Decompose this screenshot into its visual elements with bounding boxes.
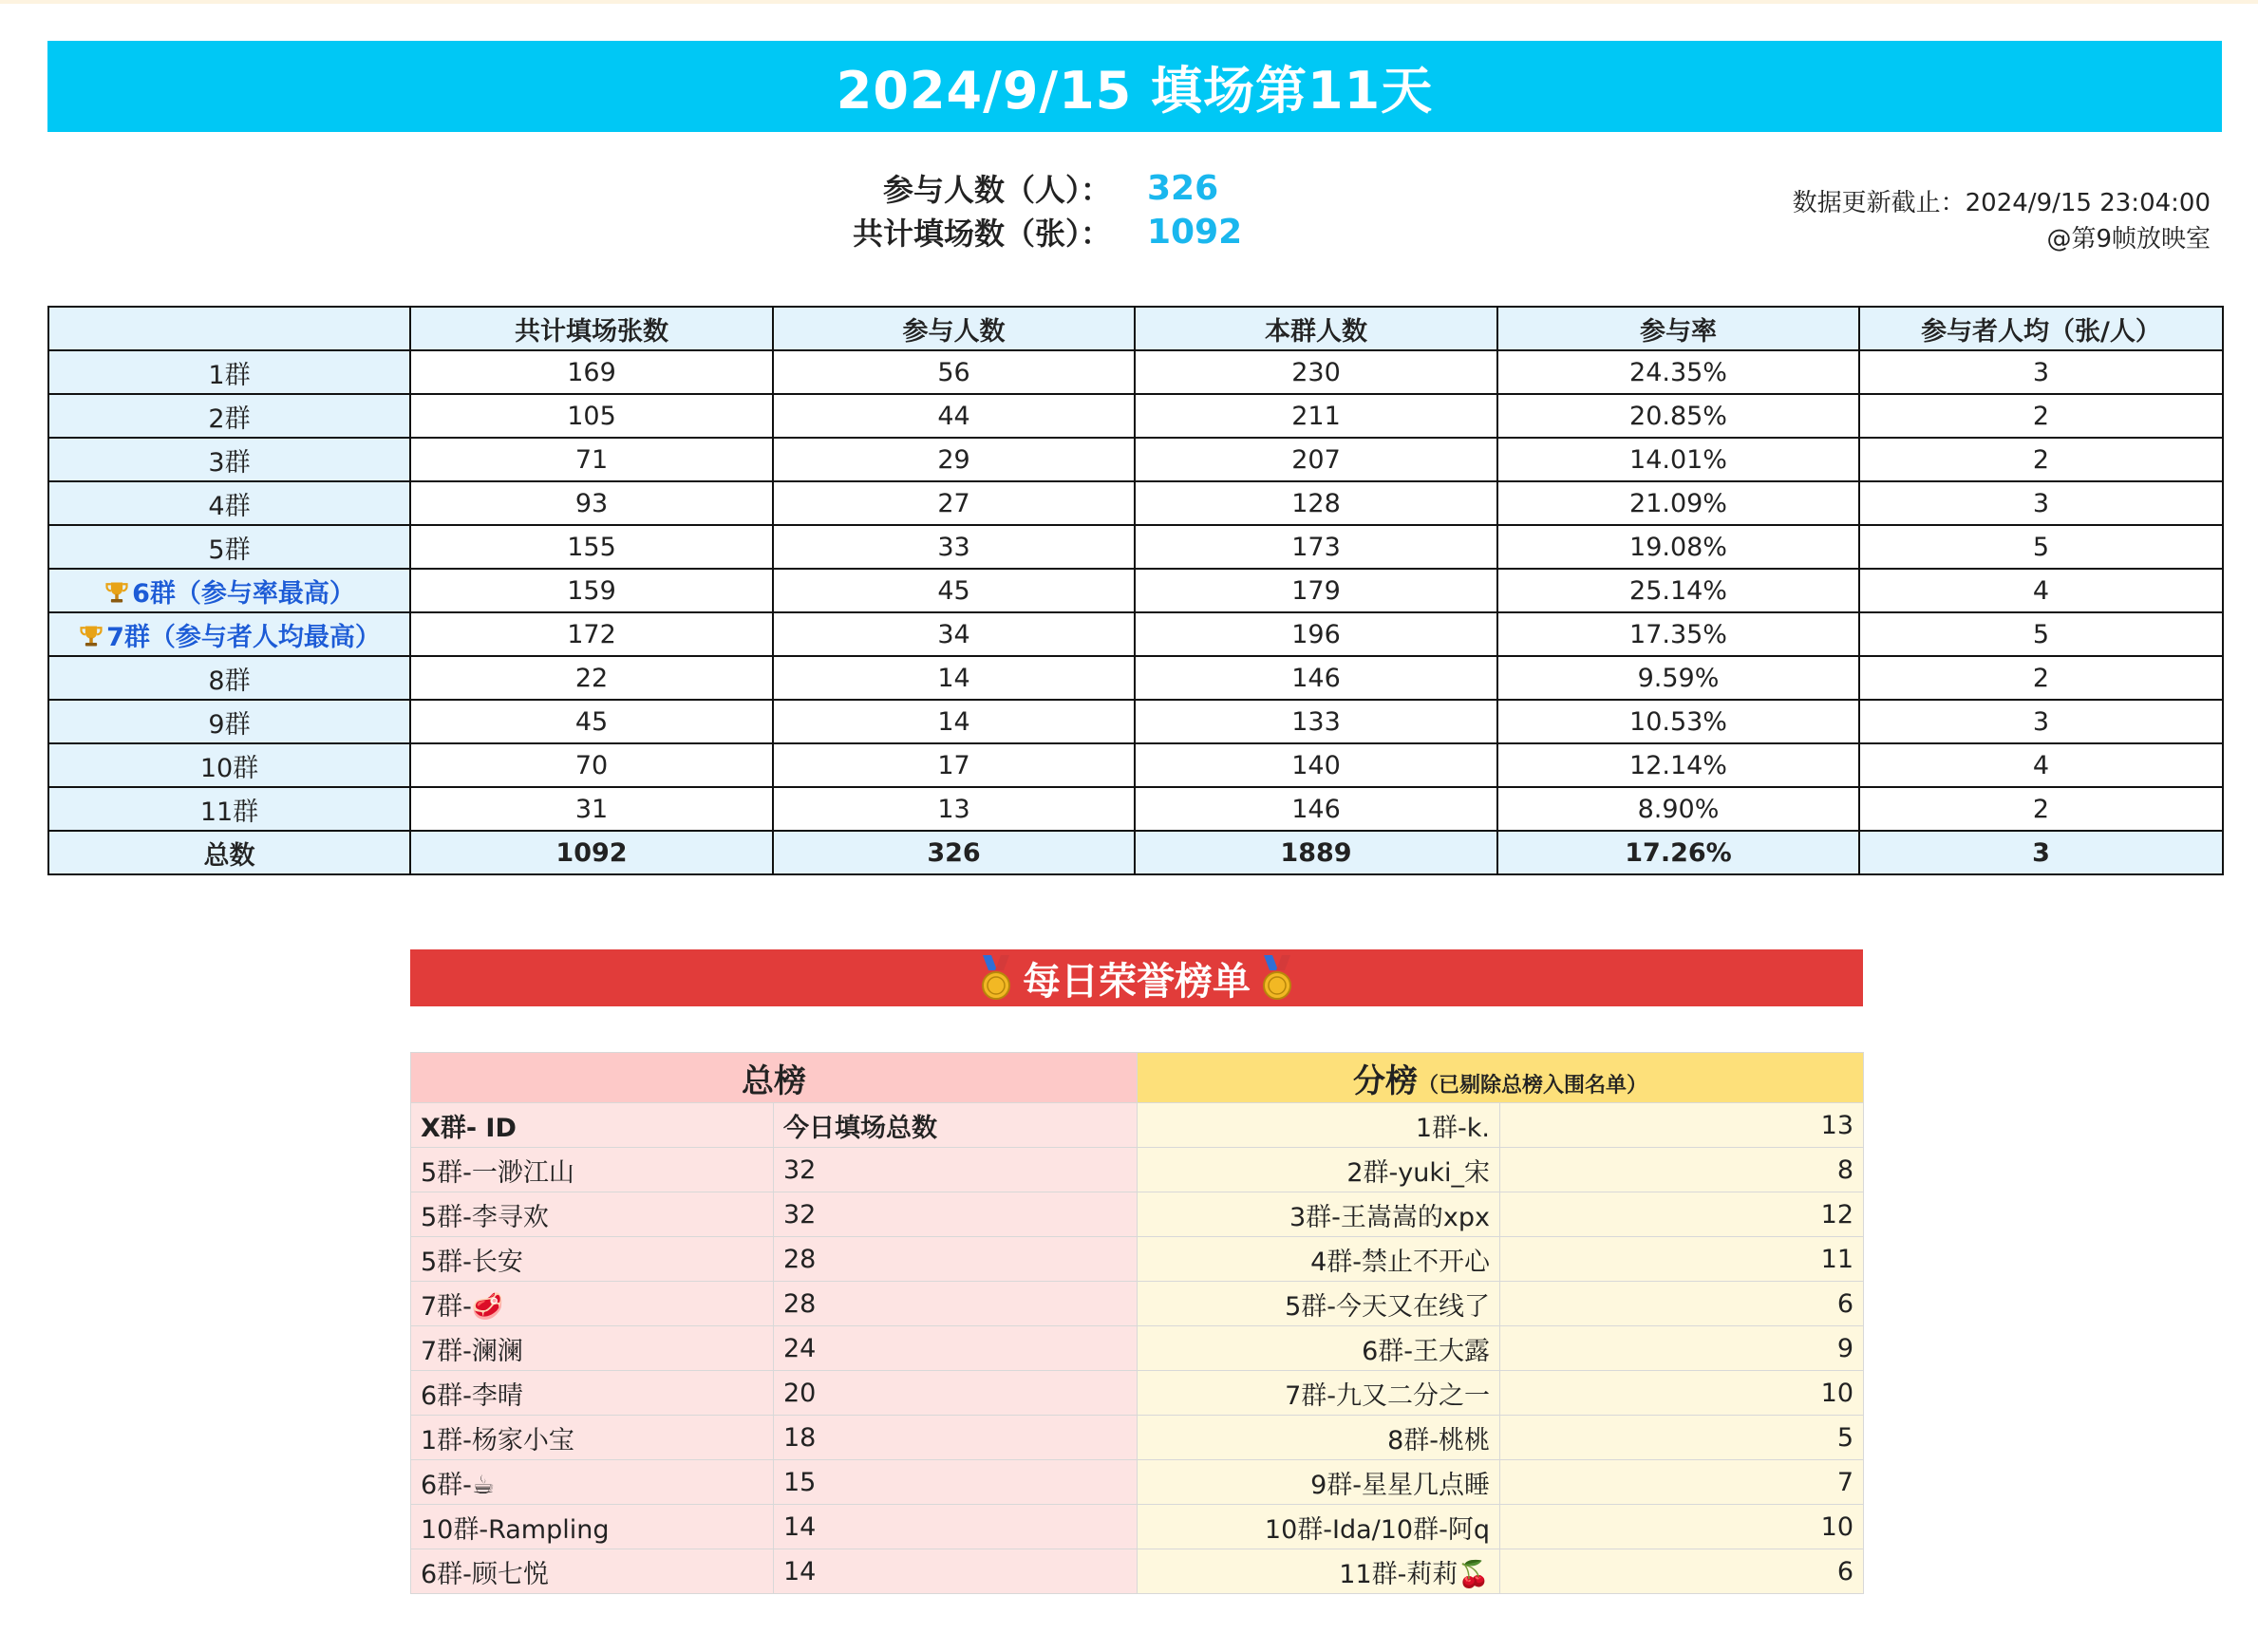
list-item	[411, 1192, 1864, 1237]
medal-icon	[975, 953, 1017, 1003]
total-cell-avg: 3	[1859, 831, 2223, 874]
cell-participants: 33	[773, 525, 1135, 569]
branch-entry-count: 13	[1500, 1103, 1864, 1148]
branch-board-title: 分榜	[1353, 1061, 1418, 1100]
cell-participants: 29	[773, 438, 1135, 481]
cell-avg: 5	[1859, 525, 2223, 569]
cell-total: 70	[410, 743, 773, 787]
cell-participants: 44	[773, 394, 1135, 438]
trophy-icon	[78, 623, 104, 649]
branch-entry-count: 10	[1500, 1505, 1864, 1549]
summary-participants	[665, 166, 1519, 210]
participants-value: 326	[1147, 168, 1219, 208]
medal-icon	[1256, 953, 1298, 1003]
group-label: 6群（参与率最高）	[132, 578, 355, 609]
cell-participants: 14	[773, 700, 1135, 743]
cell-members: 207	[1135, 438, 1497, 481]
honor-banner-text: 每日荣誉榜单	[1023, 959, 1251, 1004]
cell-total: 71	[410, 438, 773, 481]
stats-header-row	[48, 307, 2223, 350]
branch-entry-count: 12	[1500, 1192, 1864, 1237]
cell-rate: 24.35%	[1497, 350, 1859, 394]
total-entry-count: 14	[774, 1549, 1138, 1594]
cell-members: 146	[1135, 656, 1497, 700]
total-cell-members: 1889	[1135, 831, 1497, 874]
cell-avg: 4	[1859, 743, 2223, 787]
cell-participants: 17	[773, 743, 1135, 787]
cell-total: 31	[410, 787, 773, 831]
branch-entry-id: 6群-王大露	[1138, 1326, 1500, 1371]
summary-block	[665, 166, 1519, 253]
honor-banner	[410, 949, 1863, 1006]
table-total-row	[48, 831, 2223, 874]
table-row	[48, 394, 2223, 438]
list-item	[411, 1326, 1864, 1371]
group-name: 3群	[48, 438, 410, 481]
cell-rate: 9.59%	[1497, 656, 1859, 700]
cell-members: 133	[1135, 700, 1497, 743]
stats-header-members: 本群人数	[1135, 307, 1497, 350]
update-info	[1793, 185, 2211, 257]
total-cell-rate: 17.26%	[1497, 831, 1859, 874]
table-row	[48, 743, 2223, 787]
cell-members: 196	[1135, 612, 1497, 656]
stats-header-total: 共计填场张数	[410, 307, 773, 350]
branch-entry-id: 3群-王嵩嵩的xpx	[1138, 1192, 1500, 1237]
table-row	[48, 700, 2223, 743]
table-row	[48, 787, 2223, 831]
cell-rate: 12.14%	[1497, 743, 1859, 787]
group-name: 11群	[48, 787, 410, 831]
list-item	[411, 1549, 1864, 1594]
branch-entry-id: 8群-桃桃	[1138, 1416, 1500, 1460]
cell-rate: 20.85%	[1497, 394, 1859, 438]
branch-entry-count: 10	[1500, 1371, 1864, 1416]
cell-rate: 8.90%	[1497, 787, 1859, 831]
group-name-highlight	[48, 569, 410, 612]
table-row-highlight-avg	[48, 612, 2223, 656]
trophy-icon	[103, 579, 130, 606]
cell-members: 179	[1135, 569, 1497, 612]
cell-members: 146	[1135, 787, 1497, 831]
honor-table	[410, 1052, 1864, 1594]
total-label: 共计填场数（张）：	[852, 216, 1111, 252]
total-entry-id: 6群-☕	[411, 1460, 774, 1505]
total-value: 1092	[1147, 212, 1243, 252]
branch-entry-count: 6	[1500, 1549, 1864, 1594]
cell-total: 93	[410, 481, 773, 525]
cell-total: 45	[410, 700, 773, 743]
update-timestamp: 数据更新截止：2024/9/15 23:04:00	[1792, 189, 2211, 217]
top-strip	[0, 0, 2258, 4]
total-entry-id: 5群-李寻欢	[411, 1192, 774, 1237]
list-item	[411, 1416, 1864, 1460]
total-cell-total: 1092	[410, 831, 773, 874]
cell-rate: 21.09%	[1497, 481, 1859, 525]
cell-participants: 27	[773, 481, 1135, 525]
total-entry-count: 20	[774, 1371, 1138, 1416]
total-entry-count: 32	[774, 1192, 1138, 1237]
branch-entry-id: 10群-Ida/10群-阿q	[1138, 1505, 1500, 1549]
group-name: 8群	[48, 656, 410, 700]
cell-total: 159	[410, 569, 773, 612]
honor-subheader-row	[411, 1103, 1864, 1148]
list-item	[411, 1237, 1864, 1282]
list-item	[411, 1148, 1864, 1192]
cell-avg: 2	[1859, 656, 2223, 700]
cell-avg: 2	[1859, 394, 2223, 438]
total-entry-id: 1群-杨家小宝	[411, 1416, 774, 1460]
cell-avg: 3	[1859, 481, 2223, 525]
cell-rate: 10.53%	[1497, 700, 1859, 743]
branch-entry-count: 7	[1500, 1460, 1864, 1505]
total-entry-id: 6群-顾七悦	[411, 1549, 774, 1594]
group-label: 7群（参与者人均最高）	[106, 622, 381, 652]
update-credit: @第9帧放映室	[2046, 225, 2211, 253]
summary-total	[665, 210, 1519, 253]
branch-entry-count: 8	[1500, 1148, 1864, 1192]
participants-label: 参与人数（人）：	[882, 172, 1111, 208]
cell-participants: 14	[773, 656, 1135, 700]
table-row	[48, 525, 2223, 569]
cell-rate: 14.01%	[1497, 438, 1859, 481]
col-id-header: X群- ID	[411, 1103, 774, 1148]
cell-avg: 2	[1859, 438, 2223, 481]
cell-participants: 45	[773, 569, 1135, 612]
cell-avg: 5	[1859, 612, 2223, 656]
group-name: 4群	[48, 481, 410, 525]
branch-entry-count: 11	[1500, 1237, 1864, 1282]
list-item	[411, 1505, 1864, 1549]
cell-avg: 3	[1859, 700, 2223, 743]
group-name: 5群	[48, 525, 410, 569]
cell-rate: 17.35%	[1497, 612, 1859, 656]
table-row	[48, 656, 2223, 700]
cell-avg: 4	[1859, 569, 2223, 612]
group-stats-table	[47, 306, 2224, 875]
group-name: 1群	[48, 350, 410, 394]
cell-members: 128	[1135, 481, 1497, 525]
stats-header-rate: 参与率	[1497, 307, 1859, 350]
total-entry-count: 28	[774, 1237, 1138, 1282]
total-entry-id: 6群-李晴	[411, 1371, 774, 1416]
cell-total: 22	[410, 656, 773, 700]
total-entry-id: 5群-一渺江山	[411, 1148, 774, 1192]
stats-header-participants: 参与人数	[773, 307, 1135, 350]
cell-members: 173	[1135, 525, 1497, 569]
total-entry-count: 28	[774, 1282, 1138, 1326]
cell-total: 105	[410, 394, 773, 438]
group-name: 9群	[48, 700, 410, 743]
branch-entry-id: 1群-k.	[1138, 1103, 1500, 1148]
cell-total: 155	[410, 525, 773, 569]
total-label: 总数	[48, 831, 410, 874]
cell-members: 140	[1135, 743, 1497, 787]
total-entry-id: 10群-Rampling	[411, 1505, 774, 1549]
branch-board-header	[1138, 1053, 1864, 1103]
total-cell-participants: 326	[773, 831, 1135, 874]
table-row	[48, 438, 2223, 481]
branch-entry-id: 4群-禁止不开心	[1138, 1237, 1500, 1282]
branch-entry-id: 2群-yuki_宋	[1138, 1148, 1500, 1192]
total-entry-id: 7群-🥩	[411, 1282, 774, 1326]
col-count-header: 今日填场总数	[774, 1103, 1138, 1148]
table-row-highlight-rate	[48, 569, 2223, 612]
list-item	[411, 1282, 1864, 1326]
branch-entry-count: 9	[1500, 1326, 1864, 1371]
list-item	[411, 1371, 1864, 1416]
cell-participants: 34	[773, 612, 1135, 656]
group-name-highlight	[48, 612, 410, 656]
table-row	[48, 350, 2223, 394]
cell-rate: 25.14%	[1497, 569, 1859, 612]
cell-participants: 56	[773, 350, 1135, 394]
cell-members: 211	[1135, 394, 1497, 438]
cell-total: 172	[410, 612, 773, 656]
group-name: 10群	[48, 743, 410, 787]
cell-avg: 3	[1859, 350, 2223, 394]
total-entry-count: 15	[774, 1460, 1138, 1505]
stats-header-avg: 参与者人均（张/人）	[1859, 307, 2223, 350]
total-entry-count: 18	[774, 1416, 1138, 1460]
honor-header-row	[411, 1053, 1864, 1103]
cell-avg: 2	[1859, 787, 2223, 831]
group-name: 2群	[48, 394, 410, 438]
list-item	[411, 1460, 1864, 1505]
cell-participants: 13	[773, 787, 1135, 831]
total-entry-count: 32	[774, 1148, 1138, 1192]
cell-total: 169	[410, 350, 773, 394]
total-board-header: 总榜	[411, 1053, 1138, 1103]
total-entry-id: 5群-长安	[411, 1237, 774, 1282]
branch-entry-count: 6	[1500, 1282, 1864, 1326]
page-title: 2024/9/15 填场第11天	[47, 41, 2222, 132]
total-entry-count: 24	[774, 1326, 1138, 1371]
stats-header-blank	[48, 307, 410, 350]
branch-entry-id: 9群-星星几点睡	[1138, 1460, 1500, 1505]
branch-entry-id: 7群-九又二分之一	[1138, 1371, 1500, 1416]
branch-entry-id: 5群-今天又在线了	[1138, 1282, 1500, 1326]
total-entry-count: 14	[774, 1505, 1138, 1549]
cell-members: 230	[1135, 350, 1497, 394]
cell-rate: 19.08%	[1497, 525, 1859, 569]
branch-entry-count: 5	[1500, 1416, 1864, 1460]
table-row	[48, 481, 2223, 525]
total-entry-id: 7群-澜澜	[411, 1326, 774, 1371]
branch-entry-id: 11群-莉莉🍒	[1138, 1549, 1500, 1594]
branch-board-note: （已剔除总榜入围名单）	[1418, 1072, 1648, 1098]
